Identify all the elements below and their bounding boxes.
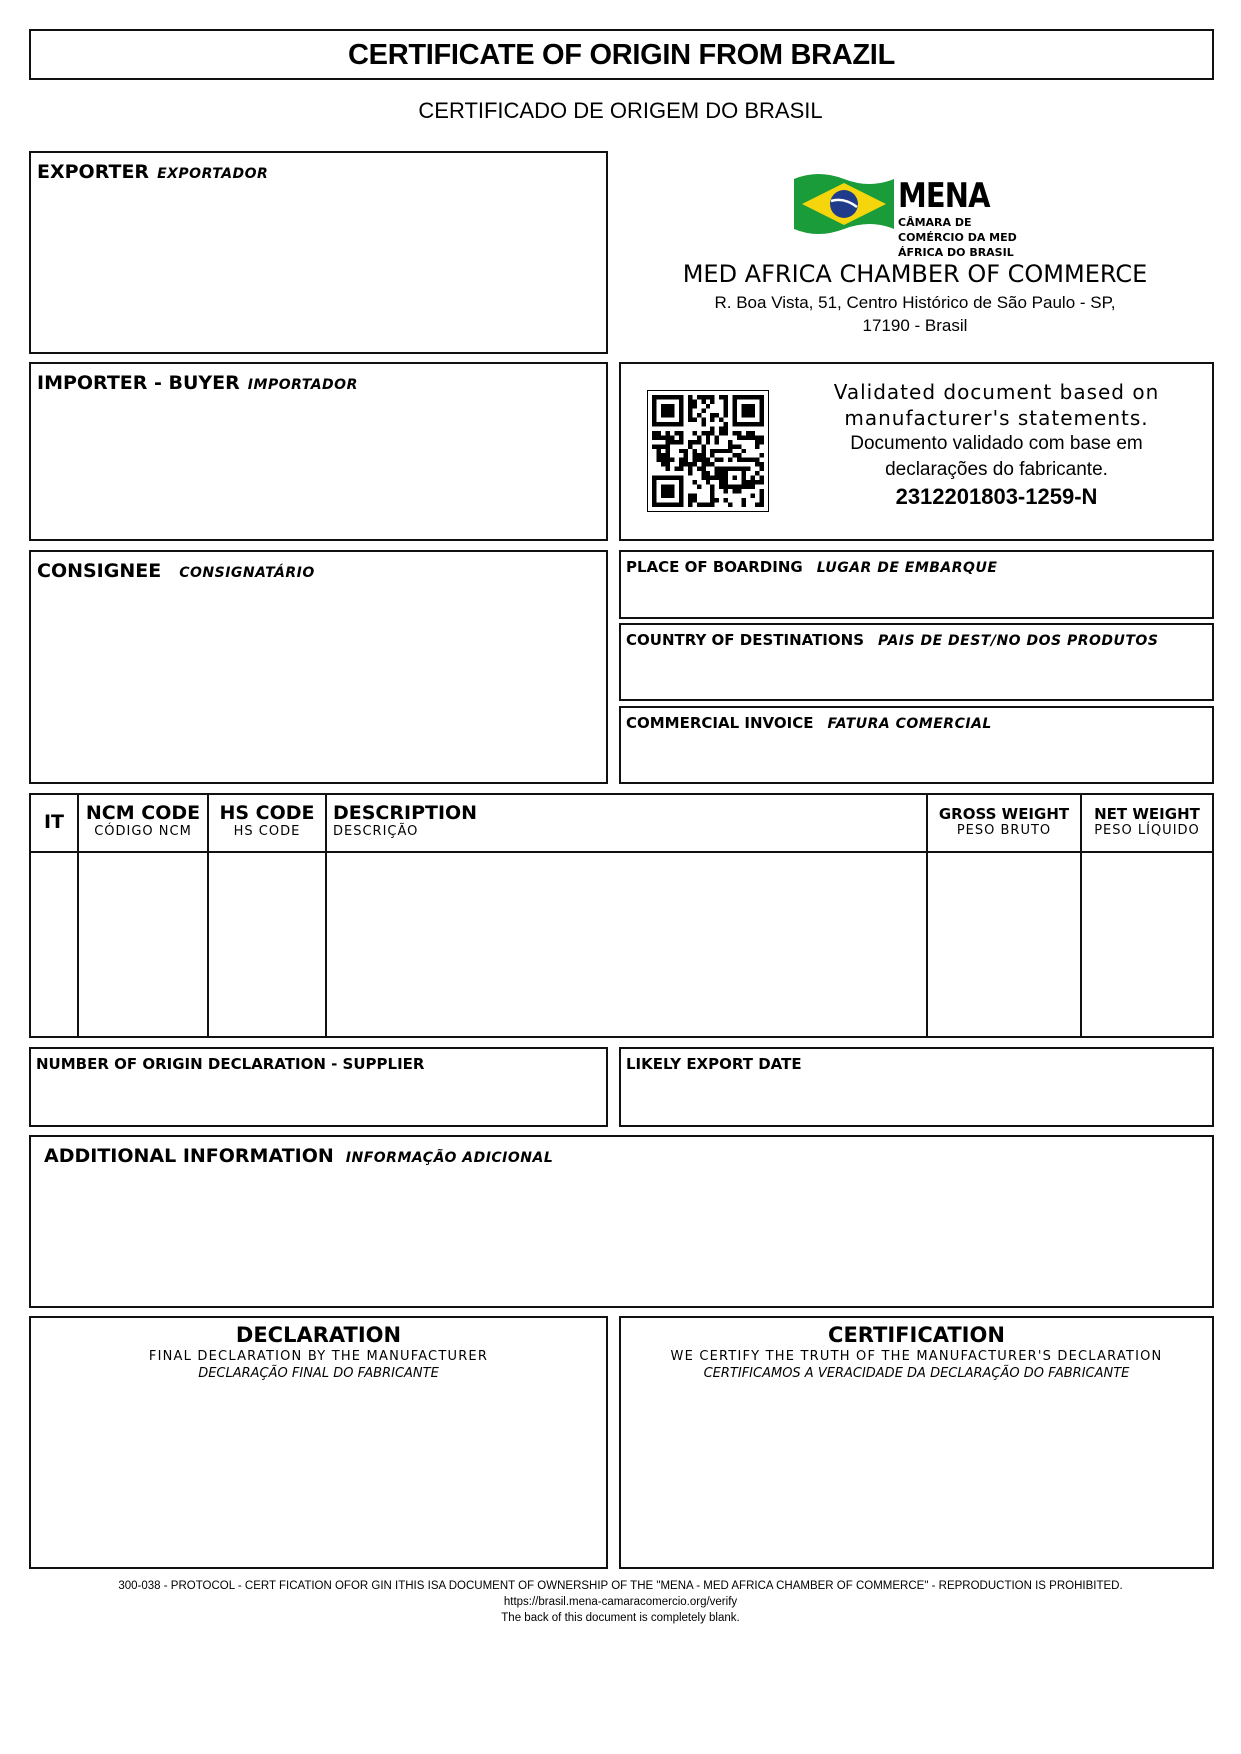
footer-note: The back of this document is completely blank.: [501, 1612, 740, 1624]
column-header-gross-weight: GROSS WEIGHT PESO BRUTO: [938, 805, 1070, 838]
consignee-field[interactable]: [29, 550, 608, 784]
chamber-logo-name: MENA: [898, 176, 990, 216]
country-of-destination-field[interactable]: [619, 623, 1214, 701]
certification-box[interactable]: [619, 1316, 1214, 1569]
chamber-address-line2: 17190 - Brasil: [862, 316, 968, 335]
certification-title: CERTIFICATION: [828, 1323, 1005, 1347]
footer-verify-link[interactable]: https://brasil.mena-camaracomercio.org/verify: [503, 1596, 738, 1608]
column-header-it: IT: [43, 811, 65, 833]
commercial-invoice-label: COMMERCIAL INVOICE FATURA COMERCIAL: [626, 714, 992, 732]
declaration-title: DECLARATION: [235, 1323, 402, 1347]
title-box: [29, 29, 1214, 80]
validation-box: [619, 362, 1214, 541]
validation-text-4: declarações do fabricante.: [885, 459, 1108, 480]
declaration-box[interactable]: [29, 1316, 608, 1569]
qr-code-icon[interactable]: [647, 390, 769, 512]
declaration-subtitle-pt: DECLARAÇÃO FINAL DO FABRICANTE: [198, 1366, 439, 1381]
importer-label: IMPORTER - BUYER IMPORTADOR: [37, 372, 358, 394]
chamber-header: [616, 151, 1214, 354]
place-of-boarding-label: PLACE OF BOARDING LUGAR DE EMBARQUE: [626, 558, 998, 576]
validation-code: 2312201803-1259-N: [895, 484, 1098, 509]
chamber-logo-sub: CÂMARA DE COMÉRCIO DA MED ÁFRICA DO BRASIL: [898, 216, 1017, 259]
chamber-name: MED AFRICA CHAMBER OF COMMERCE: [682, 260, 1148, 288]
origin-declaration-number-field[interactable]: [29, 1047, 608, 1127]
validation-text-1: Validated document based on: [833, 380, 1160, 404]
certification-subtitle-pt: CERTIFICAMOS A VERACIDADE DA DECLARAÇÃO DO FABRICANTE: [703, 1366, 1130, 1381]
column-header-description: DESCRIPTION DESCRIÇÃO: [333, 802, 478, 839]
additional-information-label: ADDITIONAL INFORMATION INFORMAÇÃO ADICIONAL: [44, 1145, 554, 1167]
brazil-flag-icon: [792, 171, 896, 237]
column-header-net-weight: NET WEIGHT PESO LÍQUIDO: [1094, 805, 1200, 838]
column-header-hs-code: HS CODE HS CODE: [219, 802, 315, 839]
items-table: [29, 793, 1214, 1038]
exporter-field[interactable]: [29, 151, 608, 354]
certification-subtitle: WE CERTIFY THE TRUTH OF THE MANUFACTURER'S DECLARATION: [670, 1349, 1163, 1364]
likely-export-date-field[interactable]: [619, 1047, 1214, 1127]
consignee-label: CONSIGNEE CONSIGNATÁRIO: [37, 560, 315, 582]
page-subtitle: CERTIFICADO DE ORIGEM DO BRASIL: [418, 98, 823, 123]
footer-protocol: 300-038 - PROTOCOL - CERT FICATION OFOR GIN ITHIS ISA DOCUMENT OF OWNERSHIP OF THE "MENA - MED AFRICA CHAMBER OF COMMERCE" - REPRODUCTION IS PROHIBITED.: [118, 1580, 1123, 1592]
validation-text-2: manufacturer's statements.: [844, 406, 1149, 430]
exporter-label: EXPORTER EXPORTADOR: [37, 161, 269, 183]
chamber-address-line1: R. Boa Vista, 51, Centro Histórico de São Paulo - SP,: [714, 293, 1116, 312]
additional-information-field[interactable]: [29, 1135, 1214, 1308]
place-of-boarding-field[interactable]: [619, 550, 1214, 619]
validation-text-3: Documento validado com base em: [850, 433, 1143, 454]
declaration-subtitle: FINAL DECLARATION BY THE MANUFACTURER: [148, 1349, 489, 1364]
page-title: CERTIFICATE OF ORIGIN FROM BRAZIL: [348, 39, 895, 71]
column-header-ncm-code: NCM CODE CÓDIGO NCM: [85, 802, 201, 839]
items-table-body[interactable]: [31, 853, 1212, 1036]
country-of-destination-label: COUNTRY OF DESTINATIONS PAIS DE DEST/NO DOS PRODUTOS: [626, 631, 1159, 649]
importer-field[interactable]: [29, 362, 608, 541]
commercial-invoice-field[interactable]: [619, 706, 1214, 784]
origin-declaration-number-label: NUMBER OF ORIGIN DECLARATION - SUPPLIER: [36, 1055, 425, 1073]
likely-export-date-label: LIKELY EXPORT DATE: [626, 1055, 802, 1073]
